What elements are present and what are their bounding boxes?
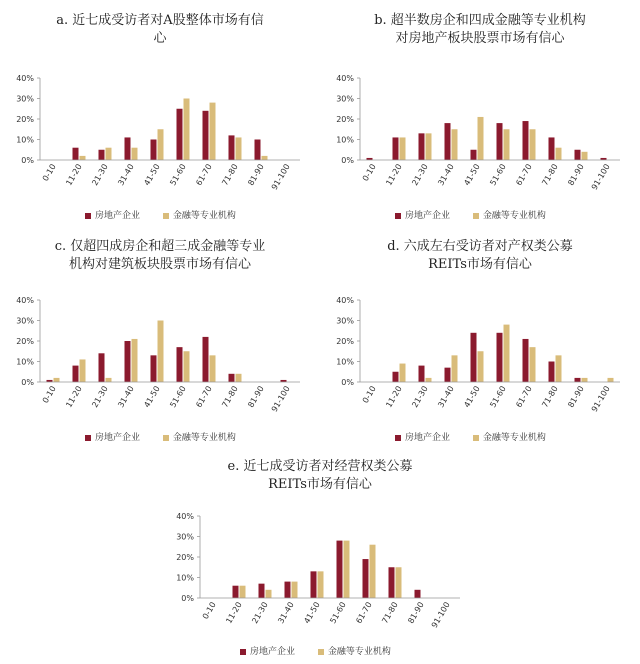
y-tick-label: 0% xyxy=(341,378,354,387)
bar-series-1 xyxy=(229,374,235,382)
x-tick-label: 71-80 xyxy=(220,162,240,188)
x-tick-label: 11-20 xyxy=(384,162,404,188)
bar-series-1 xyxy=(99,150,105,160)
x-tick-label: 71-80 xyxy=(540,384,560,410)
bar-series-2 xyxy=(318,571,324,598)
legend-item-series-1 xyxy=(85,208,140,221)
bar-series-2 xyxy=(582,378,588,382)
bar-series-2 xyxy=(400,137,406,160)
x-tick-label: 41-50 xyxy=(462,384,482,410)
bar-series-1 xyxy=(125,341,131,382)
x-tick-label: 11-20 xyxy=(64,162,84,188)
legend-item-series-1 xyxy=(85,430,140,443)
legend-label: 金融等专业机构 xyxy=(482,211,546,221)
chart-panel-d xyxy=(320,232,640,454)
legend-swatch xyxy=(240,649,246,655)
legend-swatch xyxy=(473,435,479,441)
x-tick-label: 21-30 xyxy=(90,162,110,188)
bar-series-1 xyxy=(445,368,451,382)
x-tick-label: 51-60 xyxy=(488,162,508,188)
bar-series-2 xyxy=(504,325,510,382)
y-tick-label: 40% xyxy=(16,74,34,83)
bar-series-1 xyxy=(575,150,581,160)
y-tick-label: 0% xyxy=(341,156,354,165)
legend-item-series-2 xyxy=(318,644,391,657)
bar-series-2 xyxy=(452,129,458,160)
bar-series-2 xyxy=(106,378,112,382)
x-tick-label: 71-80 xyxy=(380,600,400,626)
legend-item-series-1 xyxy=(395,208,450,221)
x-tick-label: 31-40 xyxy=(116,384,136,410)
x-tick-label: 61-70 xyxy=(194,162,214,188)
x-tick-label: 0-10 xyxy=(40,384,58,405)
x-tick-label: 31-40 xyxy=(276,600,296,626)
bar-series-1 xyxy=(125,137,131,160)
chart-plot xyxy=(0,232,320,454)
bar-series-2 xyxy=(236,374,242,382)
x-tick-label: 61-70 xyxy=(514,384,534,410)
legend-label: 房地产企业 xyxy=(405,211,451,221)
bar-series-2 xyxy=(132,148,138,160)
x-tick-label: 11-20 xyxy=(384,384,404,410)
legend-label: 房地产企业 xyxy=(250,647,296,657)
y-tick-label: 40% xyxy=(336,74,354,83)
x-tick-label: 51-60 xyxy=(488,384,508,410)
x-tick-label: 51-60 xyxy=(328,600,348,626)
legend-swatch xyxy=(163,435,169,441)
bar-series-1 xyxy=(393,137,399,160)
bar-series-2 xyxy=(236,137,242,160)
x-tick-label: 61-70 xyxy=(194,384,214,410)
legend-label: 房地产企业 xyxy=(95,211,141,221)
legend-item-series-2 xyxy=(473,430,546,443)
bar-series-2 xyxy=(478,117,484,160)
x-tick-label: 91-100 xyxy=(589,384,612,414)
bar-series-1 xyxy=(549,362,555,383)
x-tick-label: 0-10 xyxy=(360,162,378,183)
legend-swatch xyxy=(85,435,91,441)
bar-series-1 xyxy=(151,140,157,161)
legend-swatch xyxy=(395,435,401,441)
bar-series-1 xyxy=(99,353,105,382)
bar-series-2 xyxy=(426,378,432,382)
y-tick-label: 10% xyxy=(336,357,354,367)
bar-series-2 xyxy=(556,355,562,382)
chart-plot xyxy=(320,0,640,232)
x-tick-label: 0-10 xyxy=(40,162,58,183)
bar-series-2 xyxy=(504,129,510,160)
bar-series-1 xyxy=(255,140,261,161)
x-tick-label: 0-10 xyxy=(360,384,378,405)
bar-series-1 xyxy=(415,590,421,598)
bar-series-2 xyxy=(426,133,432,160)
bar-series-1 xyxy=(523,339,529,382)
bar-series-2 xyxy=(344,541,350,598)
bar-series-2 xyxy=(370,545,376,598)
y-tick-label: 0% xyxy=(181,594,194,603)
x-tick-label: 11-20 xyxy=(224,600,244,626)
bar-series-1 xyxy=(419,133,425,160)
legend-swatch xyxy=(473,213,479,219)
bar-series-2 xyxy=(396,567,402,598)
legend-label: 金融等专业机构 xyxy=(327,647,391,657)
bar-series-1 xyxy=(419,366,425,382)
x-tick-label: 0-10 xyxy=(200,600,218,621)
y-tick-label: 40% xyxy=(176,512,194,521)
y-tick-label: 20% xyxy=(176,553,194,562)
y-tick-label: 30% xyxy=(336,94,354,104)
legend-item-series-2 xyxy=(163,430,236,443)
chart-plot xyxy=(160,454,480,664)
chart-title-line-2: 机构对建筑板块股票市场有信心 xyxy=(68,257,251,272)
legend-swatch xyxy=(318,649,324,655)
bar-series-2 xyxy=(80,359,86,382)
y-tick-label: 10% xyxy=(336,135,354,145)
chart-panel-b xyxy=(320,0,640,232)
bar-series-2 xyxy=(530,347,536,382)
x-tick-label: 81-90 xyxy=(406,600,426,626)
y-tick-label: 30% xyxy=(176,532,194,542)
chart-plot xyxy=(0,0,320,232)
y-tick-label: 0% xyxy=(21,378,34,387)
bar-series-2 xyxy=(106,148,112,160)
x-tick-label: 51-60 xyxy=(168,162,188,188)
bar-series-2 xyxy=(266,590,272,598)
legend-item-series-2 xyxy=(163,208,236,221)
bar-series-1 xyxy=(203,111,209,160)
bar-series-1 xyxy=(151,355,157,382)
y-tick-label: 10% xyxy=(176,573,194,583)
chart-panel-e xyxy=(160,454,480,664)
bar-series-1 xyxy=(177,109,183,160)
y-tick-label: 20% xyxy=(16,115,34,124)
bar-series-1 xyxy=(471,150,477,160)
bar-series-2 xyxy=(184,351,190,382)
chart-legend xyxy=(395,208,566,221)
y-tick-label: 30% xyxy=(16,94,34,104)
bar-series-1 xyxy=(523,121,529,160)
chart-legend xyxy=(85,430,256,443)
chart-title-line-1: b. 超半数房企和四成金融等专业机构 xyxy=(374,13,586,28)
bar-series-2 xyxy=(582,152,588,160)
x-tick-label: 81-90 xyxy=(566,384,586,410)
legend-label: 金融等专业机构 xyxy=(482,433,546,443)
x-tick-label: 61-70 xyxy=(354,600,374,626)
bar-series-2 xyxy=(292,582,298,598)
x-tick-label: 41-50 xyxy=(302,600,322,626)
x-tick-label: 21-30 xyxy=(410,384,430,410)
chart-title-line-2: REITs市场有信心 xyxy=(268,477,372,492)
x-tick-label: 91-100 xyxy=(269,162,292,192)
legend-label: 房地产企业 xyxy=(95,433,141,443)
x-tick-label: 91-100 xyxy=(269,384,292,414)
chart-legend xyxy=(85,208,256,221)
bar-series-1 xyxy=(203,337,209,382)
x-tick-label: 71-80 xyxy=(540,162,560,188)
x-tick-label: 91-100 xyxy=(429,600,452,630)
chart-title-line-1: e. 近七成受访者对经营权类公募 xyxy=(227,459,413,474)
chart-panel-c xyxy=(0,232,320,454)
legend-label: 金融等专业机构 xyxy=(172,211,236,221)
legend-swatch xyxy=(395,213,401,219)
bar-series-1 xyxy=(549,137,555,160)
x-tick-label: 31-40 xyxy=(116,162,136,188)
x-tick-label: 21-30 xyxy=(90,384,110,410)
x-tick-label: 51-60 xyxy=(168,384,188,410)
bar-series-2 xyxy=(210,355,216,382)
chart-legend xyxy=(240,644,411,657)
x-tick-label: 11-20 xyxy=(64,384,84,410)
bar-series-2 xyxy=(556,148,562,160)
bar-series-1 xyxy=(311,571,317,598)
bar-series-1 xyxy=(575,378,581,382)
y-tick-label: 10% xyxy=(16,357,34,367)
y-tick-label: 0% xyxy=(21,156,34,165)
chart-title-line-1: a. 近七成受访者对A股整体市场有信 xyxy=(56,13,264,28)
bar-series-2 xyxy=(158,321,164,383)
chart-title-line-2: 心 xyxy=(153,31,167,46)
bar-series-1 xyxy=(177,347,183,382)
legend-label: 房地产企业 xyxy=(405,433,451,443)
chart-title-line-2: REITs市场有信心 xyxy=(428,257,532,272)
chart-title-line-1: d. 六成左右受访者对产权类公募 xyxy=(387,239,573,254)
x-tick-label: 91-100 xyxy=(589,162,612,192)
bar-series-2 xyxy=(54,378,60,382)
bar-series-1 xyxy=(497,123,503,160)
chart-plot xyxy=(320,232,640,454)
bar-series-2 xyxy=(132,339,138,382)
bar-series-2 xyxy=(80,156,86,160)
bar-series-2 xyxy=(240,586,246,598)
chart-legend xyxy=(395,430,566,443)
bar-series-1 xyxy=(233,586,239,598)
chart-title-line-2: 对房地产板块股票市场有信心 xyxy=(395,31,565,46)
x-tick-label: 81-90 xyxy=(566,162,586,188)
y-tick-label: 20% xyxy=(336,337,354,346)
bar-series-2 xyxy=(608,378,614,382)
y-tick-label: 10% xyxy=(16,135,34,145)
legend-swatch xyxy=(85,213,91,219)
bar-series-2 xyxy=(400,364,406,382)
legend-label: 金融等专业机构 xyxy=(172,433,236,443)
legend-item-series-1 xyxy=(395,430,450,443)
bar-series-1 xyxy=(471,333,477,382)
x-tick-label: 41-50 xyxy=(142,384,162,410)
bar-series-2 xyxy=(478,351,484,382)
x-tick-label: 61-70 xyxy=(514,162,534,188)
bar-series-1 xyxy=(259,584,265,598)
legend-swatch xyxy=(163,213,169,219)
legend-item-series-2 xyxy=(473,208,546,221)
bar-series-2 xyxy=(210,103,216,160)
x-tick-label: 71-80 xyxy=(220,384,240,410)
bar-series-1 xyxy=(337,541,343,598)
bar-series-1 xyxy=(497,333,503,382)
bar-series-2 xyxy=(530,129,536,160)
x-tick-label: 41-50 xyxy=(142,162,162,188)
bar-series-1 xyxy=(73,148,79,160)
bar-series-1 xyxy=(285,582,291,598)
bar-series-1 xyxy=(229,135,235,160)
y-tick-label: 40% xyxy=(336,296,354,305)
y-tick-label: 40% xyxy=(16,296,34,305)
x-tick-label: 31-40 xyxy=(436,162,456,188)
x-tick-label: 41-50 xyxy=(462,162,482,188)
x-tick-label: 81-90 xyxy=(246,384,266,410)
x-tick-label: 81-90 xyxy=(246,162,266,188)
y-tick-label: 20% xyxy=(336,115,354,124)
bar-series-1 xyxy=(73,366,79,382)
bar-series-1 xyxy=(363,559,369,598)
y-tick-label: 20% xyxy=(16,337,34,346)
y-tick-label: 30% xyxy=(16,316,34,326)
bar-series-1 xyxy=(393,372,399,382)
bar-series-2 xyxy=(262,156,268,160)
bar-series-1 xyxy=(389,567,395,598)
legend-item-series-1 xyxy=(240,644,295,657)
bar-series-2 xyxy=(184,99,190,161)
x-tick-label: 31-40 xyxy=(436,384,456,410)
x-tick-label: 21-30 xyxy=(410,162,430,188)
x-tick-label: 21-30 xyxy=(250,600,270,626)
chart-title-line-1: c. 仅超四成房企和超三成金融等专业 xyxy=(54,239,266,254)
y-tick-label: 30% xyxy=(336,316,354,326)
bar-series-2 xyxy=(158,129,164,160)
chart-panel-a xyxy=(0,0,320,232)
bar-series-1 xyxy=(445,123,451,160)
bar-series-2 xyxy=(452,355,458,382)
